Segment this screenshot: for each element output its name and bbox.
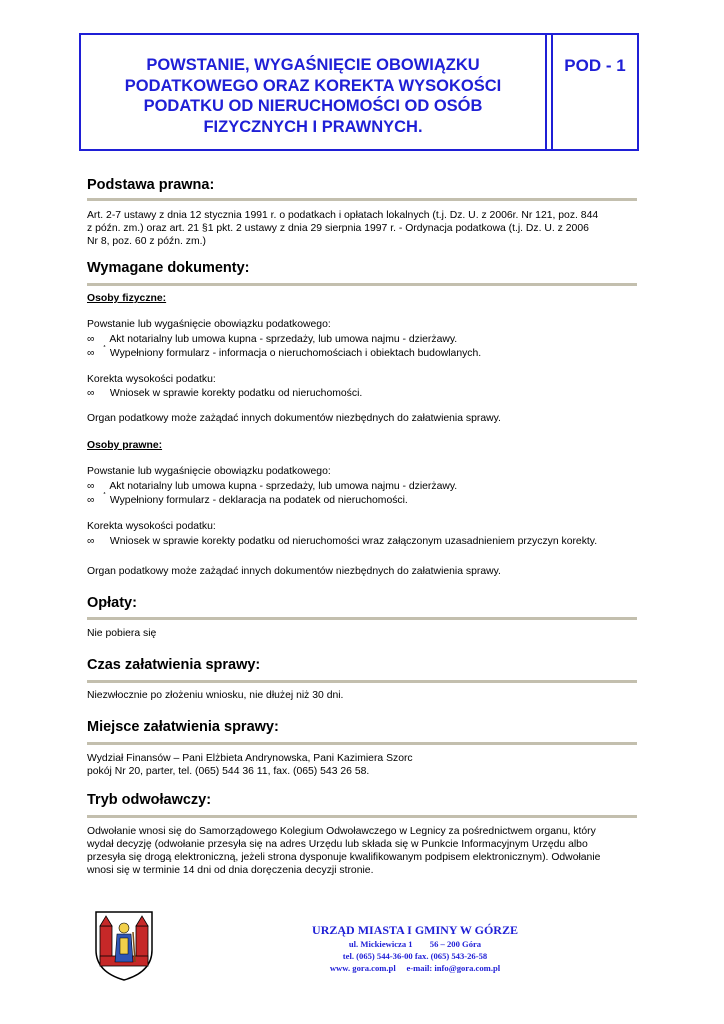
appeal-line-4: wnosi się w terminie 14 dni od dnia doręczenia decyzji stronie. [87, 865, 374, 876]
bullet-symbol: ∞ [87, 481, 95, 492]
section-divider [87, 680, 637, 683]
office-name: URZĄD MIASTA I GMINY W GÓRZE [312, 923, 518, 937]
office-address: ul. Mickiewicza 1 56 – 200 Góra [348, 939, 482, 949]
fees-heading: Opłaty: [87, 595, 137, 611]
section-divider [87, 198, 637, 201]
bullet-symbol: ∞ [87, 388, 95, 399]
footer-web [290, 963, 540, 973]
appeal-line-2: wydał decyzję (odwołanie przesyła się na adres Urzędu lub składa się w Punkcie Informacyjnym Urzędu albo [87, 839, 588, 850]
coat-of-arms-logo [94, 910, 154, 982]
place-heading: Miejsce załatwienia sprawy: [87, 719, 279, 735]
footer-address [290, 939, 540, 949]
list-item: ∞ ¸ Akt notarialny lub umowa kupna - sprzedaży, lub umowa najmu - dzierżawy. [87, 481, 458, 495]
fees-text: Nie pobiera się [87, 628, 157, 639]
appeal-heading: Tryb odwoławczy: [87, 792, 212, 808]
list-item-text: Wniosek w sprawie korekty podatku od nieruchomości. [109, 388, 363, 399]
legal-persons-label: Osoby prawne: [87, 440, 163, 451]
appeal-line-3: przesyła się drogą elektroniczną, jeżeli strona dysponuje kwalifikowanym podpisem elektronicznym). Odwołanie [87, 852, 601, 863]
section-divider [87, 742, 637, 745]
list-item: ∞ ¸ Akt notarialny lub umowa kupna - sprzedaży, lub umowa najmu - dzierżawy. [87, 334, 458, 348]
section-divider [87, 283, 637, 286]
footer-office-name [290, 923, 540, 938]
list-item-text: Wniosek w sprawie korekty podatku od nieruchomości wraz załączonym uzasadnieniem przyczyn korekty. [109, 536, 598, 547]
footer-phone [290, 951, 540, 961]
bullet-symbol: ∞ [87, 348, 95, 359]
bullet-symbol: ∞ [87, 495, 95, 506]
list-item-text: Akt notarialny lub umowa kupna - sprzedaży, lub umowa najmu - dzierżawy. [109, 481, 458, 492]
bullet-symbol: ∞ [87, 334, 95, 345]
legal-basis-line-3: Nr 8, poz. 60 z późn. zm.) [87, 236, 206, 247]
legal-basis-line-2: z późn. zm.) oraz art. 21 §1 pkt. 2 ustawy z dnia 29 sierpnia 1997 r. - Ordynacja podatkowa (t.j. Dz. U. z 2006 [87, 223, 589, 234]
section-divider [87, 617, 637, 620]
legal-basis-line-1: Art. 2-7 ustawy z dnia 12 stycznia 1991 r. o podatkach i opłatach lokalnych (t.j. Dz. U. z 2006r. Nr 121, poz. 844 [87, 210, 599, 221]
list-item [87, 535, 597, 549]
document-code: POD - 1 [564, 56, 626, 75]
office-web-email: www. gora.com.pl e-mail: info@gora.com.pl [329, 963, 501, 973]
list-item [87, 494, 408, 508]
legal-basis-heading: Podstawa prawna: [87, 177, 215, 193]
natural-persons-label: Osoby fizyczne: [87, 293, 167, 304]
document-title: POWSTANIE, WYGAŚNIĘCIE OBOWIĄZKU PODATKOWEGO ORAZ KOREKTA WYSOKOŚCI PODATKU OD NIERUCHOMOŚCI OD OSÓB FIZYCZNYCH I PRAWNYCH. [124, 56, 502, 136]
legal-intro: Powstanie lub wygaśnięcie obowiązku podatkowego: [87, 466, 331, 477]
time-text: Niezwłocznie po złożeniu wniosku, nie dłużej niż 30 dni. [87, 690, 344, 701]
legal-correction-intro: Korekta wysokości podatku: [87, 521, 216, 532]
natural-note: Organ podatkowy może zażądać innych dokumentów niezbędnych do załatwienia sprawy. [87, 413, 501, 424]
legal-note: Organ podatkowy może zażądać innych dokumentów niezbędnych do załatwienia sprawy. [87, 566, 501, 577]
documents-heading: Wymagane dokumenty: [87, 260, 250, 276]
natural-correction-intro: Korekta wysokości podatku: [87, 374, 216, 385]
office-phone: tel. (065) 544-36-00 fax. (065) 543-26-58 [342, 951, 488, 961]
title-cell [81, 35, 547, 149]
natural-intro: Powstanie lub wygaśnięcie obowiązku podatkowego: [87, 319, 331, 330]
list-item-text: Wypełniony formularz - informacja o nieruchomościach i obiektach budowlanych. [109, 348, 482, 359]
place-line-2: pokój Nr 20, parter, tel. (065) 544 36 11, fax. (065) 543 26 58. [87, 766, 370, 777]
list-item-text: Akt notarialny lub umowa kupna - sprzedaży, lub umowa najmu - dzierżawy. [109, 334, 458, 345]
time-heading: Czas załatwienia sprawy: [87, 657, 261, 673]
section-divider [87, 815, 637, 818]
header-box [79, 33, 639, 151]
list-item [87, 347, 481, 361]
place-line-1: Wydział Finansów – Pani Elżbieta Andrynowska, Pani Kazimiera Szorc [87, 753, 413, 764]
appeal-line-1: Odwołanie wnosi się do Samorządowego Kolegium Odwoławczego w Legnicy za pośrednictwem organu, który [87, 826, 596, 837]
list-item [87, 387, 362, 401]
bullet-symbol: ∞ [87, 536, 95, 547]
list-item-text: Wypełniony formularz - deklaracja na podatek od nieruchomości. [109, 495, 408, 506]
code-cell [551, 35, 637, 149]
